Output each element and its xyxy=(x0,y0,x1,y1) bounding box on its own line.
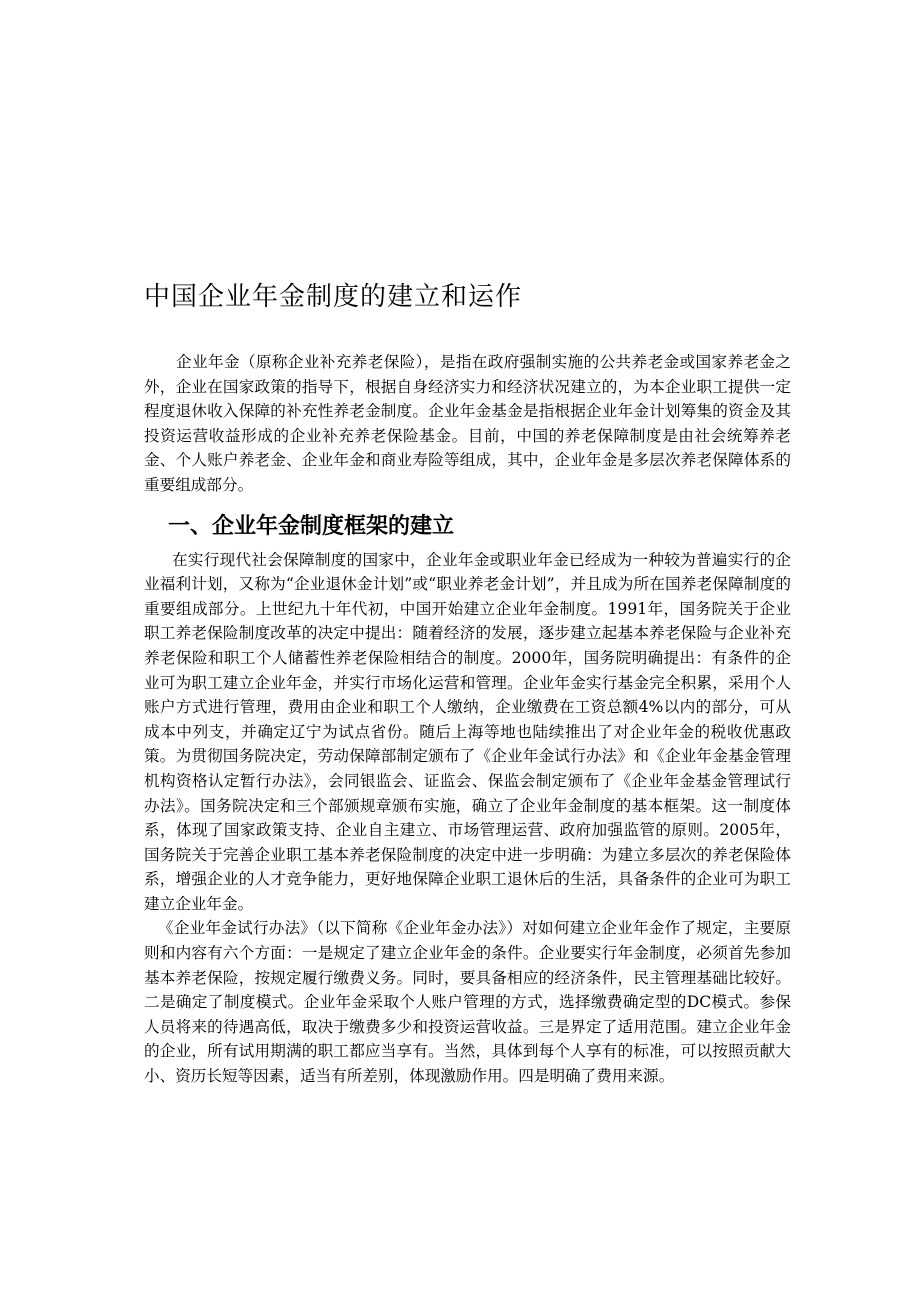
document-title: 中国企业年金制度的建立和运作 xyxy=(144,282,523,312)
document-content xyxy=(144,280,791,1089)
section-1-paragraph-2: 《企业年金试行办法》（以下简称《企业年金办法》）对如何建立企业年金作了规定，主要原则和内容有六个方面：一是规定了建立企业年金的条件。企业要实行年金制度，必须首先参加基本养老保险，按规定履行缴费义务。同时，要具备相应的经济条件，民主管理基础比较好。二是确定了制度模式。企业年金采取个人账户管理的方式，选择缴费确定型的DC模式。参保人员将来的待遇高低，取决于缴费多少和投资运营收益。三是界定了适用范围。建立企业年金的企业，所有试用期满的职工都应当享有。当然，具体到每个人享有的标准，可以按照贡献大小、资历长短等因素，适当有所差别，体现激励作用。四是明确了费用来源。 xyxy=(144,919,791,1086)
section-1-paragraph-1: 在实行现代社会保障制度的国家中，企业年金或职业年金已经成为一种较为普遍实行的企业福利计划，又称为“企业退休金计划”或“职业养老金计划”，并且成为所在国养老保障制度的重要组成部分。上世纪九十年代初，中国开始建立企业年金制度。1991年，国务院关于企业职工养老保险制度改革的决定中提出：随着经济的发展，逐步建立起基本养老保险与企业补充养老保险和职工个人储蓄性养老保险相结合的制度。2000年，国务院明确提出：有条件的企业可为职工建立企业年金，并实行市场化运营和管理。企业年金实行基金完全积累，采用个人账户方式进行管理，费用由企业和职工个人缴纳，企业缴费在工资总额4%以内的部分，可从成本中列支，并确定辽宁为试点省份。随后上海等地也陆续推出了对企业年金的税收优惠政策。为贯彻国务院决定，劳动保障部制定颁布了《企业年金试行办法》和《企业年金基金管理机构资格认定暂行办法》，会同银监会、证监会、保监会制定颁布了《企业年金基金管理试行办法》。国务院决定和三个部颁规章颁布实施，确立了企业年金制度的基本框架。这一制度体系，体现了国家政策支持、企业自主建立、市场管理运营、政府加强监管的原则。2005年，国务院关于完善企业职工基本养老保险制度的决定中进一步明确：为建立多层次的养老保险体系，增强企业的人才竞争能力，更好地保障企业职工退休后的生活，具备条件的企业可为职工建立企业年金。 xyxy=(144,550,791,913)
intro-paragraph: 企业年金（原称企业补充养老保险），是指在政府强制实施的公共养老金或国家养老金之外，企业在国家政策的指导下，根据自身经济实力和经济状况建立的，为本企业职工提供一定程度退休收入保障的补充性养老金制度。企业年金基金是指根据企业年金计划筹集的资金及其投资运营收益形成的企业补充养老保险基金。目前，中国的养老保障制度是由社会统筹养老金、个人账户养老金、企业年金和商业寿险等组成，其中，企业年金是多层次养老保障体系的重要组成部分。 xyxy=(144,353,791,494)
section-heading-1: 一、企业年金制度框架的建立 xyxy=(168,513,455,539)
